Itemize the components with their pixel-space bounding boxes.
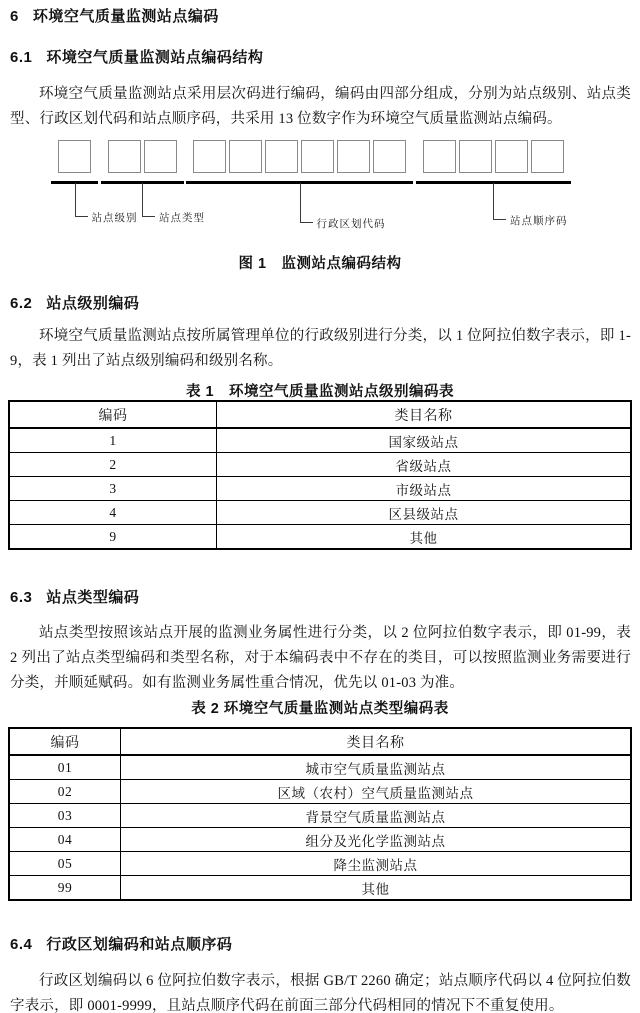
section-number: 6.4 <box>10 936 33 953</box>
section-heading-6-2 <box>10 292 139 313</box>
table-row <box>9 428 631 453</box>
table-header-cell: 类目名称 <box>217 401 632 428</box>
table2-caption: 表 2 环境空气质量监测站点类型编码表 <box>191 701 449 717</box>
table-cell: 市级站点 <box>217 477 632 501</box>
code-digit-box <box>495 140 528 173</box>
code-digit-box <box>58 140 91 173</box>
table-row <box>9 755 631 780</box>
table-cell: 国家级站点 <box>217 428 632 453</box>
table-cell: 省级站点 <box>217 453 632 477</box>
code-digit-box <box>265 140 298 173</box>
table-cell: 背景空气质量监测站点 <box>121 804 632 828</box>
code-digit-box <box>301 140 334 173</box>
table-row <box>9 453 631 477</box>
table-cell: 3 <box>9 477 217 501</box>
section-title: 环境空气质量监测站点编码结构 <box>46 49 264 66</box>
table-header-row <box>9 728 631 755</box>
table-row <box>9 876 631 901</box>
figure-group-label: 行政区划代码 <box>316 219 386 230</box>
section-heading-6 <box>10 5 219 26</box>
table-cell: 9 <box>9 525 217 550</box>
section-number: 6.1 <box>10 49 33 66</box>
table-cell: 2 <box>9 453 217 477</box>
table-cell: 城市空气质量监测站点 <box>121 755 632 780</box>
code-digit-box <box>459 140 492 173</box>
figure-code-structure <box>0 138 640 250</box>
code-digit-box <box>531 140 564 173</box>
table-row <box>9 828 631 852</box>
section-heading-6-4 <box>10 933 232 954</box>
code-digit-box <box>423 140 456 173</box>
table-row <box>9 525 631 550</box>
figure-group-label: 站点类型 <box>159 213 205 224</box>
table-header-row <box>9 401 631 428</box>
paragraph-6-4: 行政区划编码以 6 位阿拉伯数字表示，根据 GB/T 2260 确定；站点顺序代码以 4 位阿拉伯数字表示，即 0001-9999，且站点顺序代码在前面三部分代码相同的情况下不重复使用。 <box>10 973 631 1013</box>
section-number: 6 <box>10 8 19 25</box>
code-digit-box <box>193 140 226 173</box>
table-cell: 其他 <box>217 525 632 550</box>
section-heading-6-3 <box>10 586 139 607</box>
table-cell: 4 <box>9 501 217 525</box>
table-station-level-codes <box>8 400 632 550</box>
section-title: 环境空气质量监测站点编码 <box>32 8 219 25</box>
code-digit-box <box>144 140 177 173</box>
table-cell: 区县级站点 <box>217 501 632 525</box>
table-row <box>9 780 631 804</box>
table-cell: 其他 <box>121 876 632 901</box>
table-cell: 降尘监测站点 <box>121 852 632 876</box>
figure-connector-line <box>300 183 313 223</box>
table-cell: 01 <box>9 755 121 780</box>
table-cell: 1 <box>9 428 217 453</box>
figure-connector-line <box>493 183 506 220</box>
table-cell: 04 <box>9 828 121 852</box>
code-digit-box <box>229 140 262 173</box>
table-cell: 区域（农村）空气质量监测站点 <box>121 780 632 804</box>
section-title: 行政区划编码和站点顺序码 <box>46 936 233 953</box>
code-digit-box <box>337 140 370 173</box>
paragraph-6-2: 环境空气质量监测站点按所属管理单位的行政级别进行分类，以 1 位阿拉伯数字表示，即 1-9，表 1 列出了站点级别编码和级别名称。 <box>10 328 631 369</box>
table-header-cell: 类目名称 <box>121 728 632 755</box>
figure-caption: 图 1 监测站点编码结构 <box>238 256 402 272</box>
table-header-cell: 编码 <box>9 401 217 428</box>
table-cell: 03 <box>9 804 121 828</box>
table-row <box>9 852 631 876</box>
figure-group-label: 站点级别 <box>91 213 138 224</box>
section-title: 站点类型编码 <box>46 589 140 606</box>
section-number: 6.2 <box>10 295 33 312</box>
section-number: 6.3 <box>10 589 33 606</box>
paragraph-6-3: 站点类型按照该站点开展的监测业务属性进行分类，以 2 位阿拉伯数字表示，即 01-99，表 2 列出了站点类型编码和类型名称，对于本编码表中不存在的类目，可以按照监测业务需要进行分类，并顺延赋码。如有监测业务属性重合情况，优先以 01-03 为准。 <box>10 625 631 691</box>
table-row <box>9 804 631 828</box>
code-digit-box <box>373 140 406 173</box>
figure-connector-line <box>75 183 88 217</box>
section-title: 站点级别编码 <box>46 295 140 312</box>
section-heading-6-1 <box>10 46 263 67</box>
table-station-type-codes <box>8 727 632 901</box>
figure-group-label: 站点顺序码 <box>510 216 568 227</box>
table-cell: 05 <box>9 852 121 876</box>
table-cell: 组分及光化学监测站点 <box>121 828 632 852</box>
figure-connector-line <box>142 183 155 217</box>
paragraph-6-1: 环境空气质量监测站点采用层次码进行编码，编码由四部分组成，分别为站点级别、站点类型、行政区划代码和站点顺序码，共采用 13 位数字作为环境空气质量监测站点编码。 <box>10 86 631 127</box>
table-cell: 99 <box>9 876 121 901</box>
table1-caption: 表 1 环境空气质量监测站点级别编码表 <box>185 384 455 400</box>
table-row <box>9 501 631 525</box>
code-digit-box <box>108 140 141 173</box>
table-cell: 02 <box>9 780 121 804</box>
table-row <box>9 477 631 501</box>
table-header-cell: 编码 <box>9 728 121 755</box>
